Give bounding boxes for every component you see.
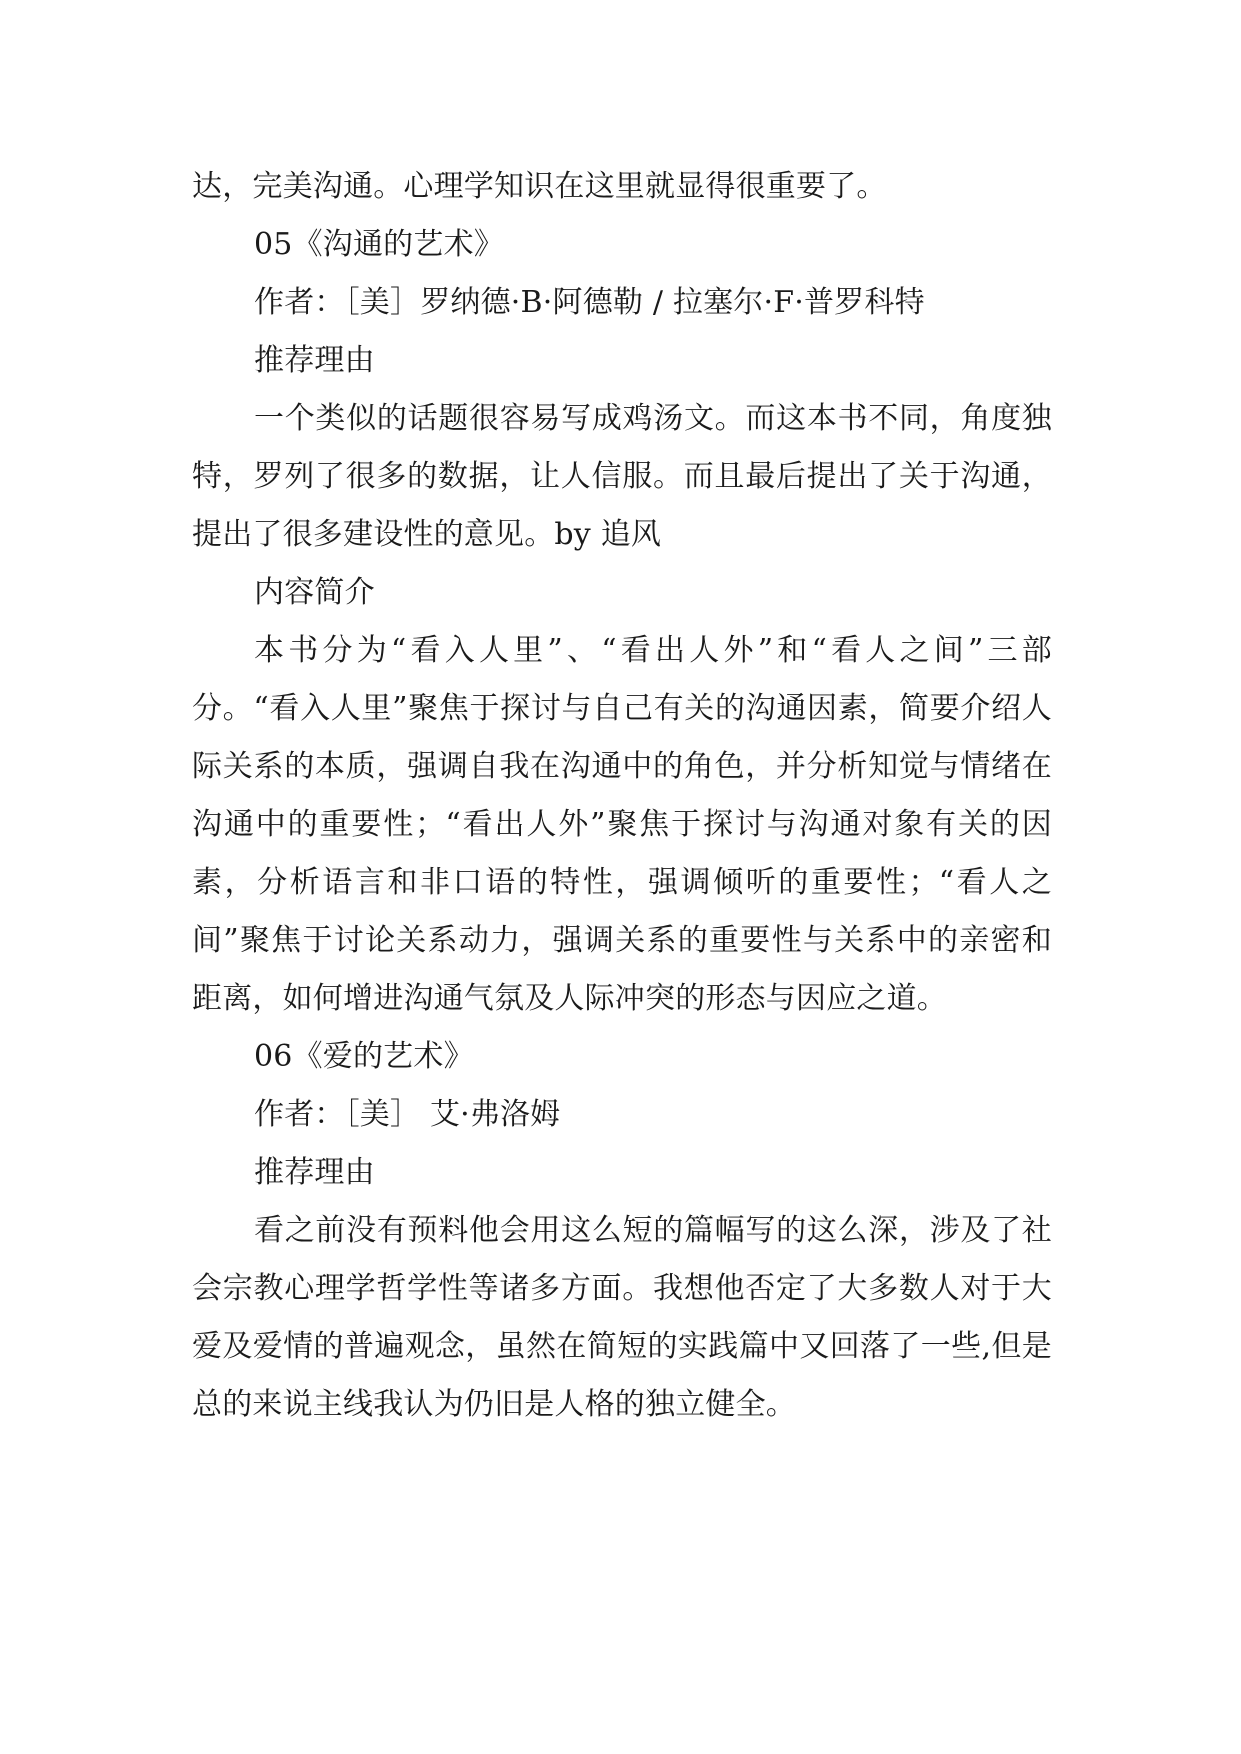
document-body: [192, 158, 1052, 1434]
paragraph-continuation: 达，完美沟通。心理学知识在这里就显得很重要了。: [192, 169, 887, 204]
recommendation-text-06: 看之前没有预料他会用这么短的篇幅写的这么深，涉及了社会宗教心理学哲学性等诸多方面。我想他否定了大多数人对于大爱及爱情的普遍观念，虽然在简短的实践篇中又回落了一些,但是总的来说主线我认为仍旧是人格的独立健全。: [192, 1213, 1052, 1422]
section-heading-recommendation: 推荐理由: [254, 1155, 375, 1190]
book-author-05: 作者：［美］罗纳德·B·阿德勒 / 拉塞尔·F·普罗科特: [254, 285, 925, 320]
summary-text-05: 本书分为“看入人里”、“看出人外”和“看人之间”三部分。“看入人里”聚焦于探讨与自己有关的沟通因素，简要介绍人际关系的本质，强调自我在沟通中的角色，并分析知觉与情绪在沟通中的重要性；“看出人外”聚焦于探讨与沟通对象有关的因素，分析语言和非口语的特性，强调倾听的重要性；“看人之间”聚焦于讨论关系动力，强调关系的重要性与关系中的亲密和距离，如何增进沟通气氛及人际冲突的形态与因应之道。: [192, 633, 1052, 1016]
book-title-05: 05《沟通的艺术》: [254, 227, 504, 262]
recommendation-text-05: 一个类似的话题很容易写成鸡汤文。而这本书不同，角度独特，罗列了很多的数据，让人信服。而且最后提出了关于沟通，提出了很多建设性的意见。by 追风: [192, 401, 1052, 552]
section-heading-recommendation: 推荐理由: [254, 343, 375, 378]
section-heading-summary: 内容简介: [254, 575, 375, 610]
book-author-06: 作者：［美］ 艾·弗洛姆: [254, 1097, 561, 1132]
book-title-06: 06《爱的艺术》: [254, 1039, 474, 1074]
